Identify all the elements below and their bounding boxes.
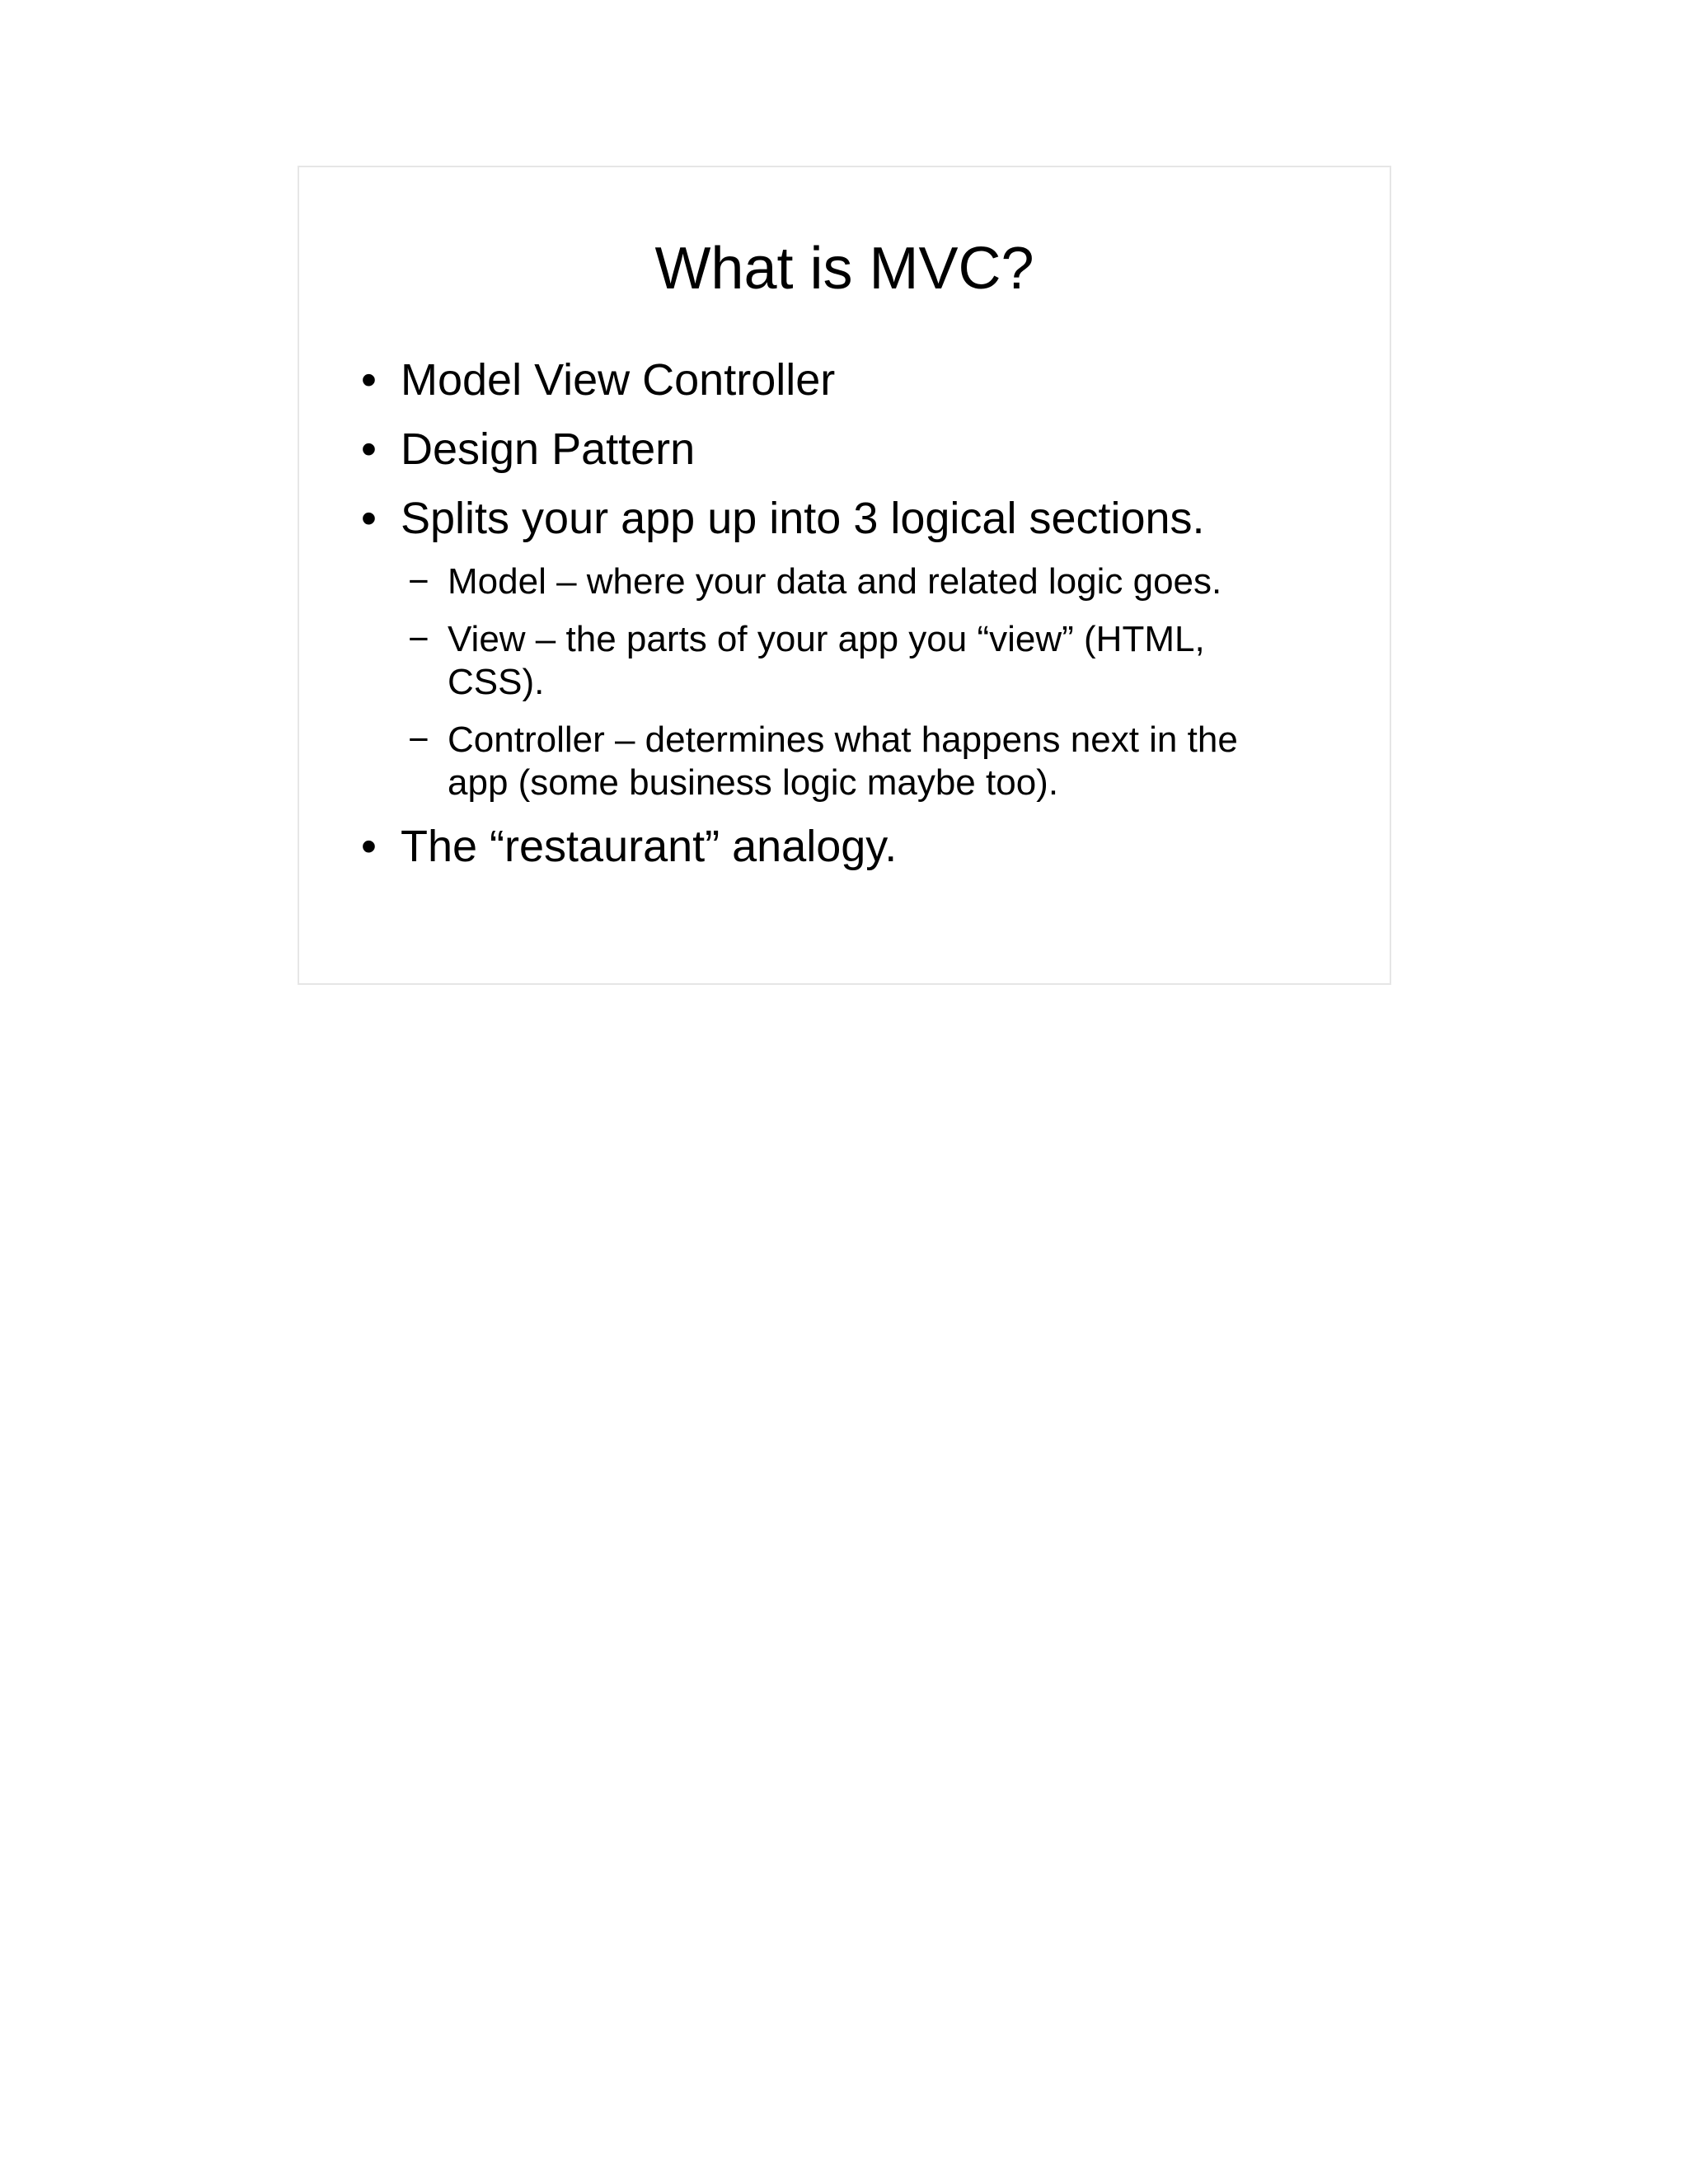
bullet-text: Splits your app up into 3 logical sections. xyxy=(401,494,1205,543)
sub-bullet-text: Model – where your data and related logic goes. xyxy=(448,561,1222,602)
bullet-list xyxy=(361,353,1334,888)
sub-bullet-marker: − xyxy=(408,719,429,760)
sub-bullet-group xyxy=(361,560,1334,804)
bullet-marker: • xyxy=(361,494,377,543)
bullet-text: The “restaurant” analogy. xyxy=(401,822,898,871)
slide xyxy=(298,166,1391,985)
sub-bullet-marker: − xyxy=(408,561,429,602)
bullet-item xyxy=(361,819,1334,874)
bullet-item xyxy=(361,422,1334,476)
bullet-text: Model View Controller xyxy=(401,355,836,405)
slide-title: What is MVC? xyxy=(654,236,1034,302)
bullet-marker: • xyxy=(361,424,377,474)
sub-bullet-item xyxy=(361,560,1296,603)
bullet-item xyxy=(361,353,1334,407)
sub-bullet-text: View – the parts of your app you “view” (HTML, CSS). xyxy=(448,619,1205,702)
bullet-text: Design Pattern xyxy=(401,424,696,474)
sub-bullet-marker: − xyxy=(408,619,429,659)
bullet-item xyxy=(361,491,1334,546)
bullet-marker: • xyxy=(361,355,377,405)
sub-bullet-item xyxy=(361,618,1296,704)
sub-bullet-list xyxy=(361,560,1334,804)
sub-bullet-text: Controller – determines what happens next in the app (some business logic maybe too). xyxy=(448,719,1238,803)
bullet-marker: • xyxy=(361,822,377,871)
sub-bullet-item xyxy=(361,719,1296,804)
